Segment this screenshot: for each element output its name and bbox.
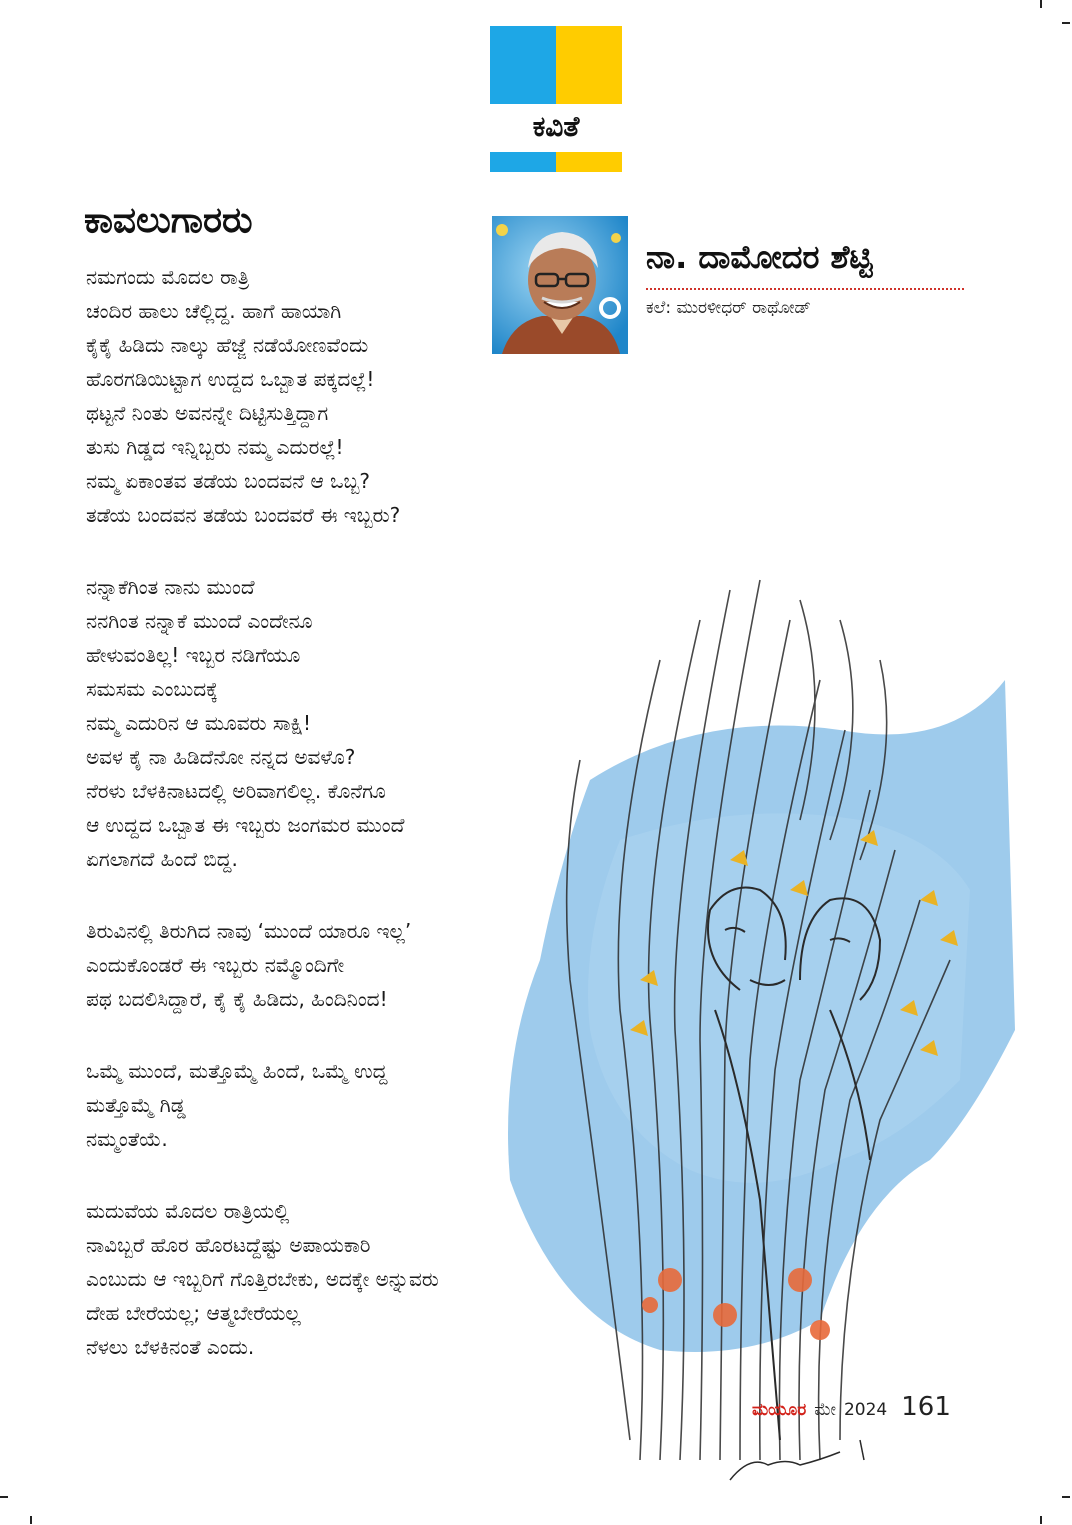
poem-line: ಹೇಳುವಂತಿಲ್ಲ! ಇಬ್ಬರ ನಡಿಗೆಯೂ — [86, 643, 301, 667]
poem-line: ಕೈಕೈ ಹಿಡಿದು ನಾಲ್ಕು ಹೆಜ್ಜೆ ನಡೆಯೋಣವೆಂದು — [86, 333, 369, 357]
poem-line: ನೆರಳು ಬೆಳಕಿನಾಟದಲ್ಲಿ ಅರಿವಾಗಲಿಲ್ಲ. ಕೊನೆಗೂ — [86, 779, 386, 803]
poem-line: ಎಂದುಕೊಂಡರೆ ಈ ಇಬ್ಬರು ನಮ್ಮೊಂದಿಗೇ — [86, 953, 345, 977]
poem-line: ಚಂದಿರ ಹಾಲು ಚೆಲ್ಲಿದ್ದ. ಹಾಗೆ ಹಾಯಾಗಿ — [86, 299, 342, 323]
poem-line: ಪಥ ಬದಲಿಸಿದ್ದಾರೆ, ಕೈ ಕೈ ಹಿಡಿದು, ಹಿಂದಿನಿಂದ! — [86, 987, 388, 1011]
poem-line: ಸಮಸಮ ಎಂಬುದಕ್ಕೆ — [86, 677, 218, 701]
poem-line: ನಮಗಂದು ಮೊದಲ ರಾತ್ರಿ — [86, 265, 250, 289]
crop-mark — [30, 1516, 32, 1524]
poem-line: ದೇಹ ಬೇರೆಯಲ್ಲ; ಆತ್ಮಬೇರೆಯಲ್ಲ — [86, 1301, 301, 1325]
poem-line: ನೆಳಲು ಬೆಳಕಿನಂತೆ ಎಂದು. — [86, 1335, 255, 1359]
crop-mark — [1040, 0, 1042, 8]
poem-line: ನಾವಿಬ್ಬರೆ ಹೊರ ಹೊರಟದ್ದೆಷ್ಟು ಅಪಾಯಕಾರಿ — [86, 1233, 371, 1257]
poem-line: ತಡೆಯ ಬಂದವನ ತಡೆಯ ಬಂದವರೆ ಈ ಇಬ್ಬರು? — [86, 503, 401, 527]
poem-line: ತುಸು ಗಿಡ್ಡದ ಇನ್ನಿಬ್ಬರು ನಮ್ಮ ಎದುರಲ್ಲೆ! — [86, 435, 344, 459]
badge-blue-block — [490, 26, 556, 104]
poem-line: ನಮ್ಮ ಏಕಾಂತವ ತಡೆಯ ಬಂದವನೆ ಆ ಒಬ್ಬ? — [86, 469, 370, 493]
poem-line: ಎಂಬುದು ಆ ಇಬ್ಬರಿಗೆ ಗೊತ್ತಿರಬೇಕು, ಅದಕ್ಕೇ ಅನ್ನುವರು — [86, 1267, 439, 1291]
poem-line: ಮದುವೆಯ ಮೊದಲ ರಾತ್ರಿಯಲ್ಲಿ — [86, 1199, 290, 1223]
poem-line: ಹೊರಗಡಿಯಿಟ್ಟಾಗ ಉದ್ದದ ಒಬ್ಬಾತ ಪಕ್ಕದಲ್ಲೆ! — [86, 367, 375, 391]
poem-line: ಮತ್ತೊಮ್ಮೆ ಗಿಡ್ಡ — [86, 1093, 186, 1117]
poem-line: ಅವಳ ಕೈ ನಾ ಹಿಡಿದೆನೋ ನನ್ನದ ಅವಳೊ? — [86, 745, 356, 769]
section-badge — [490, 26, 622, 173]
poem-line: ಥಟ್ಟನೆ ನಿಂತು ಅವನನ್ನೇ ದಿಟ್ಟಿಸುತ್ತಿದ್ದಾಗ — [86, 401, 329, 425]
poem-line: ಆ ಉದ್ದದ ಒಬ್ಬಾತ ಈ ಇಬ್ಬರು ಜಂಗಮರ ಮುಂದೆ — [86, 813, 405, 837]
issue-month: ಮೇ — [814, 1400, 836, 1420]
page-number: 161 — [901, 1392, 951, 1422]
poem-line: ಏಗಲಾಗದೆ ಹಿಂದೆ ಬಿದ್ದ. — [86, 847, 238, 871]
poem-line: ಒಮ್ಮೆ ಮುಂದೆ, ಮತ್ತೊಮ್ಮೆ ಹಿಂದೆ, ಒಮ್ಮೆ ಉದ್ದ — [86, 1059, 388, 1083]
issue-year: 2024 — [843, 1400, 888, 1420]
crop-mark — [1062, 22, 1070, 24]
page-footer — [752, 1392, 951, 1428]
crop-mark — [0, 1496, 8, 1498]
badge-yellow-bar — [556, 152, 622, 172]
poem-line: ನನ್ನಾಕೆಗಿಂತ ನಾನು ಮುಂದೆ — [86, 575, 255, 599]
stanza-1 — [86, 260, 576, 532]
art-credit: ಕಲೆ: ಮುರಳೀಧರ್ ರಾಥೋಡ್ — [646, 298, 811, 318]
author-name: ನಾ. ದಾಮೋದರ ಶೆಟ್ಟಿ — [646, 238, 873, 276]
poem-line: ನನಗಿಂತ ನನ್ನಾಕೆ ಮುಂದೆ ಎಂದೇನೂ — [86, 609, 313, 633]
magazine-name: ಮಯೂರ — [752, 1400, 807, 1420]
crop-mark — [1062, 1496, 1070, 1498]
poem-line: ತಿರುವಿನಲ್ಲಿ ತಿರುಗಿದ ನಾವು ‘ಮುಂದೆ ಯಾರೂ ಇಲ್ಲ’ — [86, 919, 412, 943]
poem-line: ನಮ್ಮ ಎದುರಿನ ಆ ಮೂವರು ಸಾಕ್ಷಿ! — [86, 711, 312, 735]
crop-mark — [1040, 1516, 1042, 1524]
badge-blue-bar — [490, 152, 556, 172]
author-divider — [646, 288, 964, 290]
poem-illustration — [500, 560, 1020, 1515]
poem-line: ನಮ್ಮಂತೆಯೆ. — [86, 1127, 168, 1151]
illustration-image — [500, 560, 1020, 1515]
section-label: ಕವಿತೆ — [532, 110, 580, 143]
badge-yellow-block — [556, 26, 622, 104]
poem-title: ಕಾವಲುಗಾರರು — [84, 200, 253, 241]
